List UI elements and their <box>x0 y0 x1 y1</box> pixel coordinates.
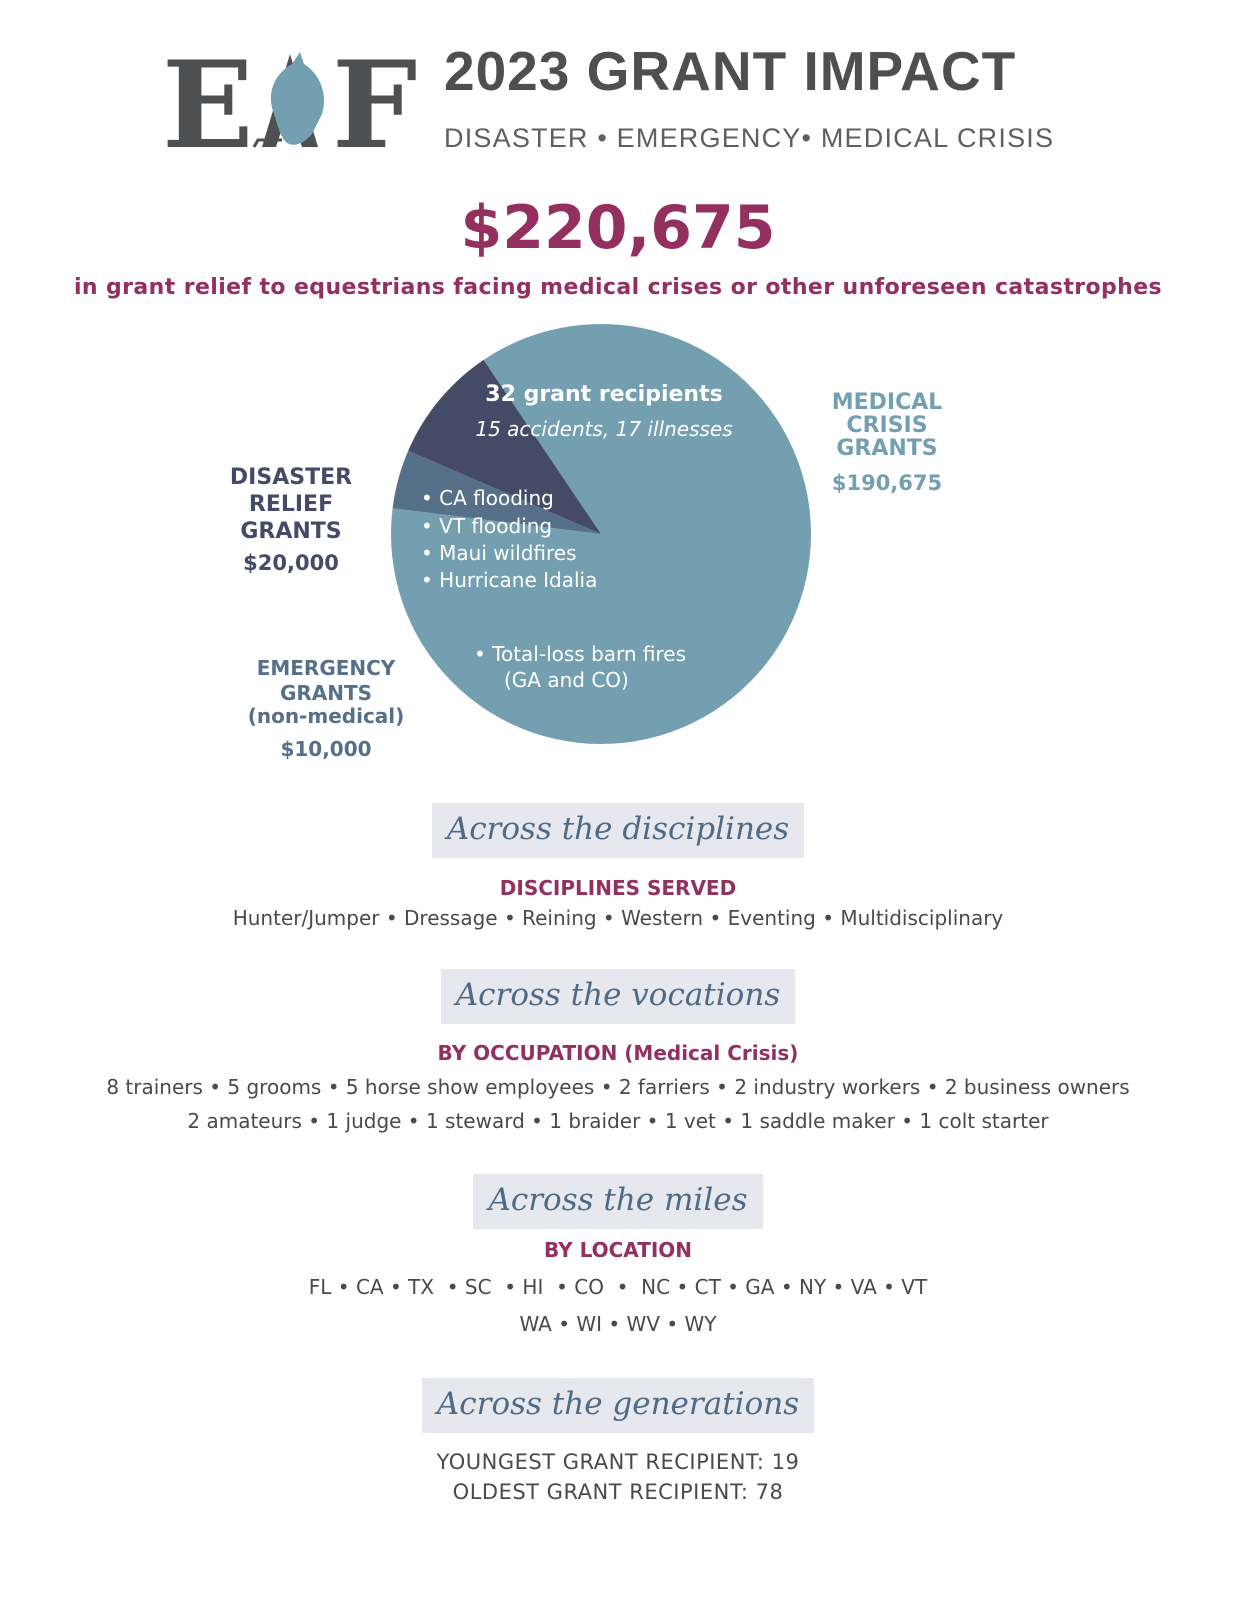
generations-tag: Across the generations <box>422 1378 814 1433</box>
disciplines-tag: Across the disciplines <box>432 803 804 858</box>
total-caption: in grant relief to equestrians facing medical crises or other unforeseen catastrophes <box>73 275 1163 300</box>
horse-head-icon <box>254 52 324 147</box>
location-list-line-1: FL • CA • TX • SC • HI • CO • NC • CT • GA • NY • VA • VT <box>308 1275 928 1299</box>
occupation-heading: BY OCCUPATION (Medical Crisis) <box>437 1041 799 1065</box>
disaster-bullet-1: • CA flooding <box>421 486 554 510</box>
oldest-recipient: OLDEST GRANT RECIPIENT: 78 <box>452 1480 784 1504</box>
emergency-bullet-2: (GA and CO) <box>504 668 629 692</box>
occupation-list-line-1: 8 trainers • 5 grooms • 5 horse show employees • 2 farriers • 2 industry workers • 2 business owners <box>106 1075 1130 1099</box>
occupation-list-line-2: 2 amateurs • 1 judge • 1 steward • 1 braider • 1 vet • 1 saddle maker • 1 colt starter <box>187 1109 1049 1133</box>
location-heading: BY LOCATION <box>543 1238 693 1262</box>
grant-pie-chart <box>0 310 1236 790</box>
svg-text:F: F <box>332 44 418 156</box>
medical-breakdown-label: 15 accidents, 17 illnesses <box>475 417 733 441</box>
youngest-recipient: YOUNGEST GRANT RECIPIENT: 19 <box>436 1450 800 1474</box>
disaster-value-label: $20,000 <box>243 551 339 575</box>
emergency-label-line-1: EMERGENCY <box>256 656 396 680</box>
emergency-label-line-2: GRANTS <box>279 681 373 705</box>
total-amount: $220,675 <box>460 193 776 263</box>
emergency-bullet-1: • Total-loss barn fires <box>474 642 687 666</box>
svg-text:E: E <box>162 44 248 156</box>
disaster-bullet-4: • Hurricane Idalia <box>421 568 598 592</box>
disaster-label-line-1: DISASTER <box>229 465 353 490</box>
eaf-logo <box>162 44 422 156</box>
medical-value-label: $190,675 <box>831 471 943 495</box>
medical-label-line-1: MEDICAL <box>831 390 943 415</box>
miles-tag: Across the miles <box>473 1174 762 1229</box>
disaster-bullet-2: • VT flooding <box>421 514 553 538</box>
disaster-bullet-3: • Maui wildfires <box>421 541 577 565</box>
medical-label-line-3: GRANTS <box>836 436 938 461</box>
disaster-label-line-3: GRANTS <box>240 519 342 544</box>
medical-label-line-2: CRISIS <box>846 413 928 438</box>
page-title: 2023 GRANT IMPACT <box>444 40 1017 102</box>
location-list-line-2: WA • WI • WV • WY <box>519 1312 717 1336</box>
emergency-label-line-3: (non-medical) <box>247 704 405 728</box>
disciplines-list: Hunter/Jumper • Dressage • Reining • Western • Eventing • Multidisciplinary <box>232 906 1004 930</box>
disciplines-heading: DISCIPLINES SERVED <box>499 876 737 900</box>
page-subtitle: DISASTER • EMERGENCY• MEDICAL CRISIS <box>444 123 1055 153</box>
medical-recipients-label: 32 grant recipients <box>485 382 723 407</box>
emergency-value-label: $10,000 <box>280 737 372 761</box>
vocations-tag: Across the vocations <box>441 969 795 1024</box>
disaster-label-line-2: RELIEF <box>248 492 334 517</box>
